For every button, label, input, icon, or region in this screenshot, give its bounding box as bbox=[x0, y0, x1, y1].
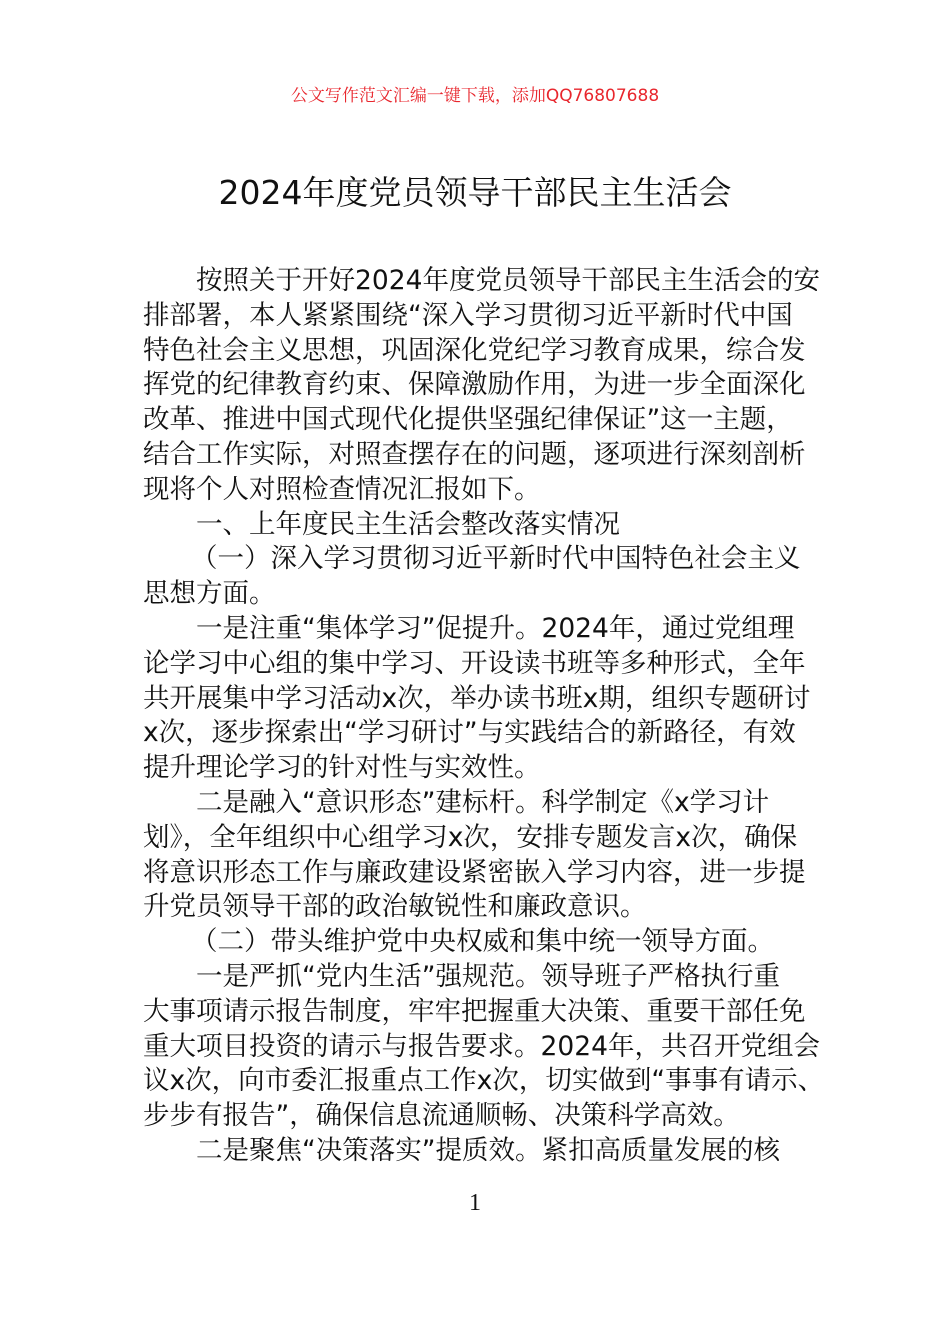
paragraph-line: 挥党的纪律教育约束、保障激励作用，为进一步全面深化 bbox=[143, 369, 806, 401]
paragraph-line: 二是聚焦“决策落实”提质效。紧扣高质量发展的核 bbox=[196, 1134, 780, 1166]
subsection-heading-1-cont: 思想方面。 bbox=[143, 578, 276, 610]
paragraph-line: 改革、推进中国式现代化提供坚强纪律保证”这一主题， bbox=[143, 404, 793, 436]
paragraph-line: 现将个人对照检查情况汇报如下。 bbox=[143, 473, 541, 505]
paragraph-line: 议x次，向市委汇报重点工作x次，切实做到“事事有请示、 bbox=[143, 1065, 825, 1097]
paragraph-line: 结合工作实际，对照查摆存在的问题，逐项进行深刻剖析 bbox=[143, 438, 806, 470]
paragraph-line: 一是注重“集体学习”促提升。2024年，通过党组理 bbox=[196, 612, 795, 644]
section-heading-1: 一、上年度民主生活会整改落实情况 bbox=[196, 508, 620, 540]
paragraph-line: 一是严抓“党内生活”强规范。领导班子严格执行重 bbox=[196, 960, 780, 992]
paragraph-line: 划》，全年组织中心组学习x次，安排专题发言x次，确保 bbox=[143, 821, 798, 853]
paragraph-line: 重大项目投资的请示与报告要求。2024年，共召开党组会 bbox=[143, 1030, 820, 1062]
paragraph-line: 大事项请示报告制度，牢牢把握重大决策、重要干部任免 bbox=[143, 995, 806, 1027]
watermark-banner: 公文写作范文汇编一键下载，添加QQ76807688 bbox=[290, 86, 660, 106]
paragraph-line: 特色社会主义思想，巩固深化党纪学习教育成果，综合发 bbox=[143, 334, 806, 366]
paragraph-line: x次，逐步探索出“学习研讨”与实践结合的新路径，有效 bbox=[143, 717, 796, 749]
document-body bbox=[143, 264, 823, 1169]
document-title: 2024年度党员领导干部民主生活会 bbox=[218, 173, 732, 212]
paragraph-line: 共开展集中学习活动x次，举办读书班x期，组织专题研讨 bbox=[143, 682, 811, 714]
paragraph-line: 升党员领导干部的政治敏锐性和廉政意识。 bbox=[143, 891, 647, 923]
paragraph-line: 二是融入“意识形态”建标杆。科学制定《x学习计 bbox=[196, 786, 770, 818]
paragraph-line: 论学习中心组的集中学习、开设读书班等多种形式，全年 bbox=[143, 647, 806, 679]
paragraph-line: 提升理论学习的针对性与实效性。 bbox=[143, 752, 541, 784]
page-number: 1 bbox=[469, 1190, 481, 1216]
paragraph-line: 步步有报告”，确保信息流通顺畅、决策科学高效。 bbox=[143, 1100, 740, 1132]
subsection-heading-1: （一）深入学习贯彻习近平新时代中国特色社会主义 bbox=[191, 543, 801, 575]
paragraph-line: 将意识形态工作与廉政建设紧密嵌入学习内容，进一步提 bbox=[143, 856, 806, 888]
paragraph-line: 排部署，本人紧紧围绕“深入学习贯彻习近平新时代中国 bbox=[143, 299, 793, 331]
subsection-heading-2: （二）带头维护党中央权威和集中统一领导方面。 bbox=[191, 926, 774, 958]
paragraph-line: 按照关于开好2024年度党员领导干部民主生活会的安 bbox=[196, 265, 820, 296]
